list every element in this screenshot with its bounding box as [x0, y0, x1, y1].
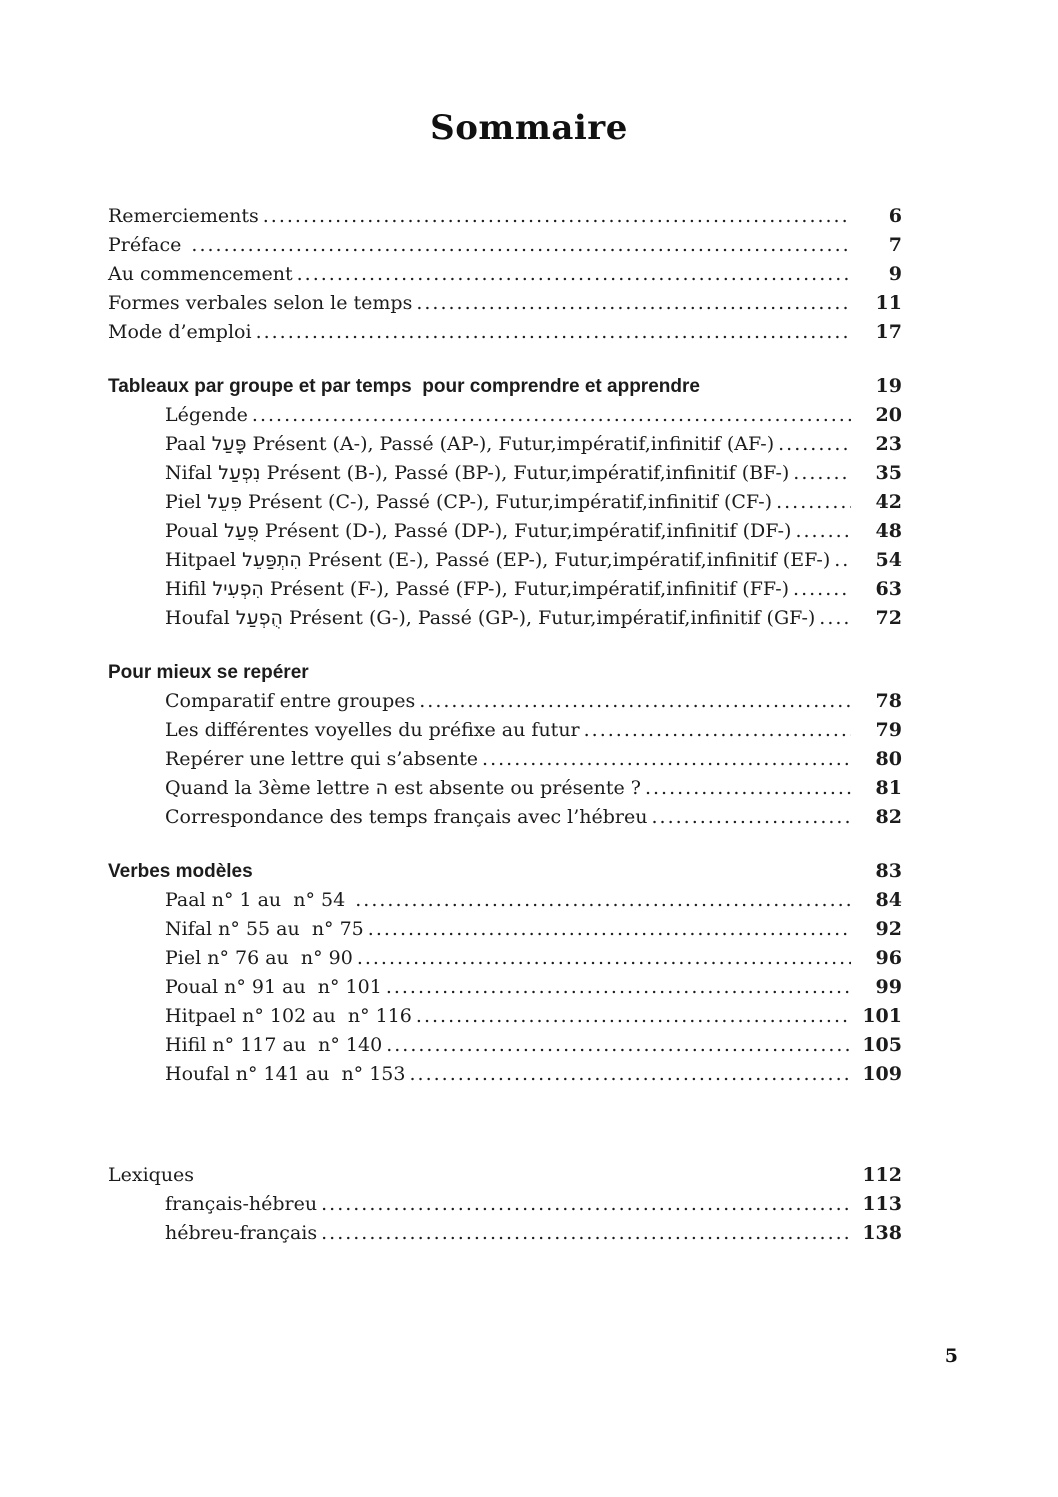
page-title: Sommaire — [430, 108, 628, 148]
toc-entry — [108, 260, 902, 289]
toc-heading — [108, 372, 902, 401]
toc-entry-page: 101 — [862, 1005, 902, 1027]
toc-entry — [108, 1031, 902, 1060]
toc-leader-dots — [191, 231, 851, 260]
toc-leader-dots — [793, 459, 851, 488]
toc-leader-dots — [297, 260, 851, 289]
toc-entry — [108, 604, 902, 633]
toc-entry — [108, 202, 902, 231]
toc-entry-label: Quand la 3ème lettre ה est absente ou présente ? — [165, 777, 641, 799]
toc-entry-label: Houfal הֻפְעַל Présent (G-), Passé (GP-), Futur,impératif,infinitif (GF-) — [165, 607, 816, 629]
toc-leader-dots — [357, 944, 851, 973]
toc-entry-page: 78 — [875, 690, 902, 712]
toc-entry-label: Mode d’emploi — [108, 321, 252, 343]
toc-heading — [108, 1161, 902, 1190]
toc-entry — [108, 716, 902, 745]
toc-entry — [108, 886, 902, 915]
toc-entry-page: 82 — [875, 806, 902, 828]
toc-entry-label: Préface — [108, 234, 188, 256]
toc-leader-dots — [386, 1031, 851, 1060]
toc-entry — [108, 488, 902, 517]
toc-section — [108, 202, 902, 347]
toc-entry — [108, 687, 902, 716]
toc-entry-page: 80 — [875, 748, 902, 770]
toc-entry-label: Nifal נִפְעַל Présent (B-), Passé (BP-), Futur,impératif,infinitif (BF-) — [165, 462, 790, 484]
toc-entry-page: 99 — [875, 976, 902, 998]
toc-entry-label: Les différentes voyelles du préfixe au futur — [165, 719, 580, 741]
toc-entry-label: Hitpael n° 102 au n° 116 — [165, 1005, 412, 1027]
toc-heading-label: Pour mieux se repérer — [108, 662, 309, 683]
toc-entry-page: 42 — [875, 491, 902, 513]
toc-entry-page: 105 — [862, 1034, 902, 1056]
toc-entry — [108, 430, 902, 459]
toc-entry — [108, 973, 902, 1002]
toc-entry-page: 7 — [888, 234, 902, 256]
toc-entry — [108, 1002, 902, 1031]
toc-leader-dots — [368, 915, 851, 944]
toc-entry — [108, 1060, 902, 1089]
toc-entry — [108, 546, 902, 575]
toc-leader-dots — [419, 687, 851, 716]
toc-entry-page: 17 — [875, 321, 902, 343]
toc-leader-dots — [416, 289, 851, 318]
toc-entry-page: 113 — [862, 1193, 902, 1215]
toc-entry-page: 138 — [862, 1222, 902, 1244]
page-number: 5 — [944, 1345, 958, 1367]
toc-entry-label: Piel פִּעֵל Présent (C-), Passé (CP-), Futur,impératif,infinitif (CF-) — [165, 491, 773, 513]
toc-entry-label: Repérer une lettre qui s’absente — [165, 748, 479, 770]
toc-leader-dots — [321, 1190, 851, 1219]
table-of-contents — [108, 202, 902, 1248]
toc-heading-page: 112 — [862, 1164, 902, 1186]
toc-section — [108, 1161, 902, 1248]
toc-leader-dots — [252, 401, 851, 430]
toc-entry-label: Paal פָּעַל Présent (A-), Passé (AP-), Futur,impératif,infinitif (AF-) — [165, 433, 775, 455]
toc-heading-page: 19 — [875, 375, 902, 397]
toc-entry-label: Hitpael הִתְפַּעֵל Présent (E-), Passé (EP-), Futur,impératif,infinitif (EF-) — [165, 549, 831, 571]
toc-leader-dots — [256, 318, 851, 347]
toc-entry — [108, 774, 902, 803]
toc-entry-page: 63 — [875, 578, 902, 600]
toc-leader-dots — [263, 202, 851, 231]
toc-entry-label: hébreu-français — [165, 1222, 318, 1244]
toc-entry-page: 6 — [888, 205, 902, 227]
toc-entry-page: 54 — [875, 549, 902, 571]
toc-entry-label: Au commencement — [108, 263, 293, 285]
toc-entry-label: Légende — [165, 404, 248, 426]
toc-entry-page: 11 — [875, 292, 902, 314]
toc-entry-label: Formes verbales selon le temps — [108, 292, 413, 314]
toc-heading-label: Tableaux par groupe et par temps pour comprendre et apprendre — [108, 376, 700, 397]
toc-leader-dots — [776, 488, 851, 517]
toc-entry-page: 79 — [875, 719, 902, 741]
toc-leader-dots — [584, 716, 851, 745]
toc-entry — [108, 915, 902, 944]
toc-section — [108, 372, 902, 633]
toc-entry-label: Houfal n° 141 au n° 153 — [165, 1063, 406, 1085]
toc-leader-dots — [355, 886, 851, 915]
toc-entry — [108, 289, 902, 318]
toc-entry — [108, 231, 902, 260]
toc-entry-page: 9 — [888, 263, 902, 285]
toc-leader-dots — [386, 973, 851, 1002]
toc-entry — [108, 401, 902, 430]
toc-entry-page: 96 — [875, 947, 902, 969]
toc-entry — [108, 944, 902, 973]
toc-leader-dots — [819, 604, 851, 633]
toc-entry — [108, 318, 902, 347]
toc-entry — [108, 803, 902, 832]
toc-entry — [108, 1190, 902, 1219]
toc-entry-page: 72 — [875, 607, 902, 629]
toc-entry — [108, 575, 902, 604]
toc-heading-label: Lexiques — [108, 1164, 195, 1186]
toc-entry-label: Correspondance des temps français avec l’hébreu — [165, 806, 648, 828]
toc-entry-label: français-hébreu — [165, 1193, 318, 1215]
toc-entry-label: Hifil n° 117 au n° 140 — [165, 1034, 383, 1056]
toc-section — [108, 658, 902, 832]
toc-leader-dots — [321, 1219, 851, 1248]
toc-leader-dots — [793, 575, 851, 604]
toc-leader-dots — [834, 546, 851, 575]
toc-section — [108, 857, 902, 1089]
toc-heading — [108, 658, 902, 687]
toc-entry-page: 20 — [875, 404, 902, 426]
toc-entry-page: 109 — [862, 1063, 902, 1085]
toc-entry-label: Piel n° 76 au n° 90 — [165, 947, 353, 969]
toc-entry — [108, 1219, 902, 1248]
toc-entry — [108, 745, 902, 774]
toc-leader-dots — [416, 1002, 851, 1031]
toc-entry-page: 81 — [875, 777, 902, 799]
toc-entry-label: Comparatif entre groupes — [165, 690, 416, 712]
toc-entry-page: 35 — [875, 462, 902, 484]
toc-entry-label: Nifal n° 55 au n° 75 — [165, 918, 364, 940]
toc-entry-page: 48 — [875, 520, 902, 542]
toc-entry-label: Remerciements — [108, 205, 259, 227]
toc-entry — [108, 459, 902, 488]
toc-entry-label: Poual n° 91 au n° 101 — [165, 976, 382, 998]
toc-leader-dots — [652, 803, 852, 832]
toc-leader-dots — [482, 745, 851, 774]
toc-entry — [108, 517, 902, 546]
toc-entry-page: 92 — [875, 918, 902, 940]
toc-heading-page: 83 — [875, 860, 902, 882]
toc-leader-dots — [645, 774, 851, 803]
toc-entry-label: Paal n° 1 au n° 54 — [165, 889, 352, 911]
toc-entry-label: Hifil הִפְעִיל Présent (F-), Passé (FP-), Futur,impératif,infinitif (FF-) — [165, 578, 790, 600]
toc-heading-label: Verbes modèles — [108, 861, 253, 882]
toc-heading — [108, 857, 902, 886]
toc-leader-dots — [410, 1060, 852, 1089]
toc-entry-label: Poual פֻּעַל Présent (D-), Passé (DP-), Futur,impératif,infinitif (DF-) — [165, 520, 792, 542]
toc-leader-dots — [778, 430, 851, 459]
toc-leader-dots — [795, 517, 851, 546]
toc-entry-page: 84 — [875, 889, 902, 911]
toc-entry-page: 23 — [875, 433, 902, 455]
